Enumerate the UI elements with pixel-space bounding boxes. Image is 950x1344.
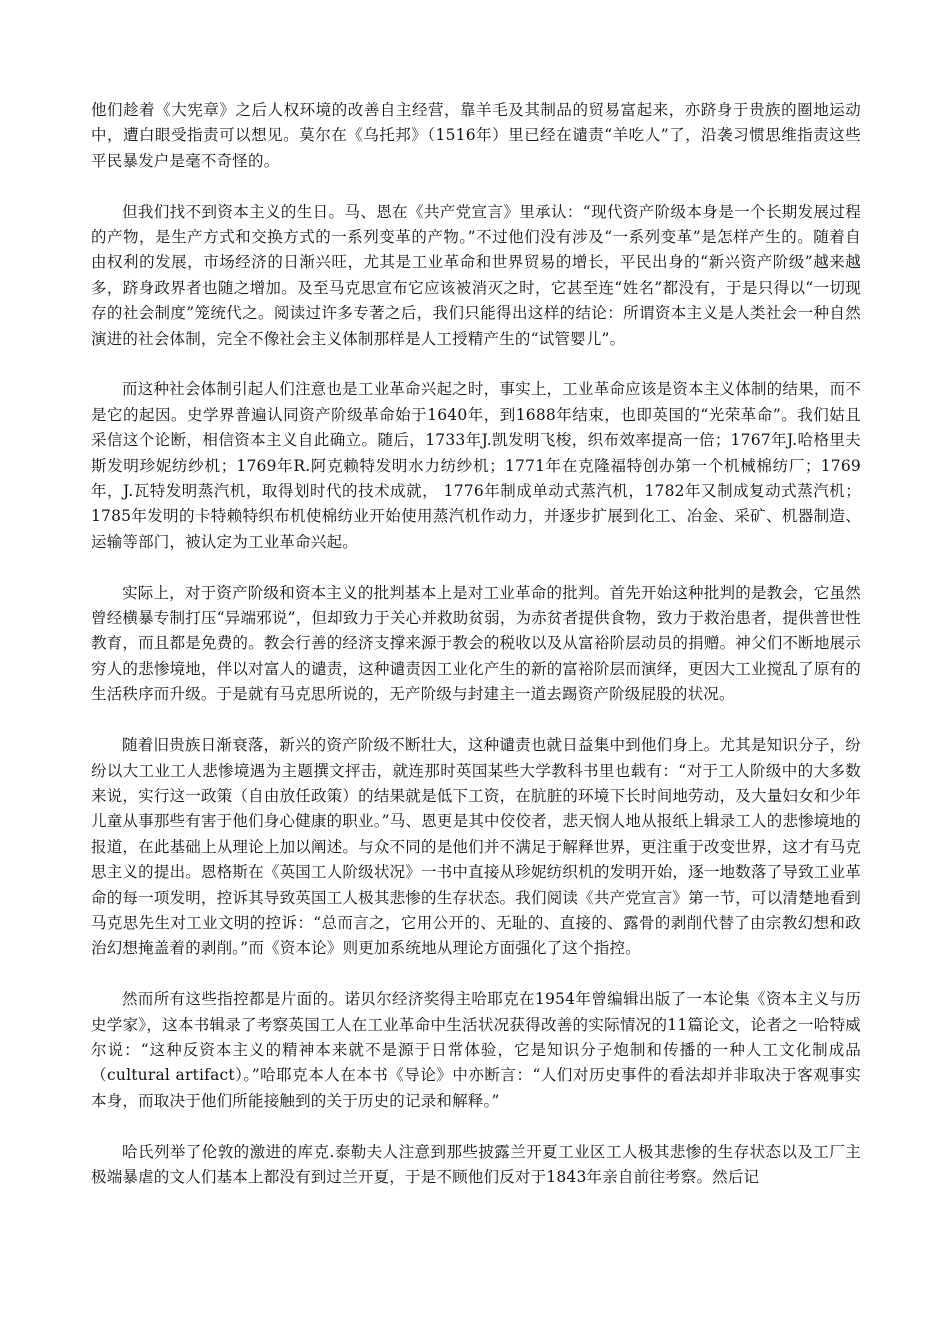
paragraph-2: 但我们找不到资本主义的生日。马、恩在《共产党宣言》里承认：“现代资产阶级本身是一个长期发展过程的产物，是生产方式和交换方式的一系列变革的产物。”不过他们没有涉及“一系列变革”是怎样产生的。随着自由权利的发展，市场经济的日渐兴旺，尤其是工业革命和世界贸易的增长，平民出身的“新兴资产阶级”越来越多，跻身政界者也随之增加。及至马克思宣布它应该被消灭之时，它甚至连“姓名”都没有，于是只得以“一切现存的社会制度”笼统代之。阅读过许多专著之后，我们只能得出这样的结论：所谓资本主义是人类社会一种自然演进的社会体制，完全不像社会主义体制那样是人工授精产生的“试管婴儿”。 bbox=[91, 202, 861, 348]
paragraph-6: 然而所有这些指控都是片面的。诺贝尔经济奖得主哈耶克在1954年曾编辑出版了一本论集《资本主义与历史学家》，这本书辑录了考察英国工人在工业革命中生活状况获得改善的实际情况的11篇论文，论者之一哈特威尔说：“这种反资本主义的精神本来就不是源于日常体验，它是知识分子炮制和传播的一种人工文化制成品（cultural artifact）。”哈耶克本人在本书《导论》中亦断言：“人们对历史事件的看法却并非取决于客观事实本身，而取决于他们所能接触到的关于历史的记录和解释。” bbox=[91, 990, 861, 1110]
paragraph-3: 而这种社会体制引起人们注意也是工业革命兴起之时，事实上，工业革命应该是资本主义体制的结果，而不是它的起因。史学界普遍认同资产阶级革命始于1640年，到1688年结束，也即英国的“光荣革命”。我们姑且采信这个论断，相信资本主义自此确立。随后，1733年J.凯发明飞梭，织布效率提高一倍；1767年J.哈格里夫斯发明珍妮纺纱机；1769年R.阿克赖特发明水力纺纱机；1771年在克隆福特创办第一个机械棉纺厂；1769年，J.瓦特发明蒸汽机，取得划时代的技术成就， 1776年制成单动式蒸汽机，1782年又制成复动式蒸汽机；1785年发明的卡特赖特织布机使棉纺业开始使用蒸汽机作动力，并逐步扩展到化工、冶金、采矿、机器制造、运输等部门，被认定为工业革命兴起。 bbox=[91, 380, 861, 551]
paragraph-7: 哈氏列举了伦敦的激进的库克.泰勒夫人注意到那些披露兰开夏工业区工人极其悲惨的生存状态以及工厂主极端暴虐的文人们基本上都没有到过兰开夏，于是不顾他们反对于1843年亲自前往考察。然后记 bbox=[91, 1142, 861, 1186]
paragraph-5: 随着旧贵族日渐衰落，新兴的资产阶级不断壮大，这种谴责也就日益集中到他们身上。尤其是知识分子，纷纷以大工业工人悲惨境遇为主题撰文抨击，就连那时英国某些大学教科书里也载有：“对于工人阶级中的大多数来说，实行这一政策（自由放任政策）的结果就是低下工资，在肮脏的环境下长时间地劳动，及大量妇女和少年儿童从事那些有害于他们身心健康的职业。”马、恩更是其中佼佼者，悲天悯人地从报纸上辑录工人的悲惨境地的报道，在此基础上从理论上加以阐述。与众不同的是他们并不满足于解释世界，更注重于改变世界，这才有马克思主义的提出。恩格斯在《英国工人阶级状况》一书中直接从珍妮纺织机的发明开始，逐一地数落了导致工业革命的每一项发明，控诉其导致英国工人极其悲惨的生存状态。我们阅读《共产党宣言》第一节，可以清楚地看到马克思先生对工业文明的控诉：“总而言之，它用公开的、无耻的、直接的、露骨的剥削代替了由宗教幻想和政治幻想掩盖着的剥削。”而《资本论》则更加系统地从理论方面强化了这个指控。 bbox=[91, 736, 861, 958]
paragraph-1: 他们趁着《大宪章》之后人权环境的改善自主经营，靠羊毛及其制品的贸易富起来，亦跻身于贵族的圈地运动中，遭白眼受指责可以想见。莫尔在《乌托邦》（1516年）里已经在谴责“羊吃人”了，沿袭习惯思维指责这些平民暴发户是毫不奇怪的。 bbox=[91, 101, 861, 170]
paragraph-4: 实际上，对于资产阶级和资本主义的批判基本上是对工业革命的批判。首先开始这种批判的是教会，它虽然曾经横暴专制打压“异端邪说”，但却致力于关心并救助贫弱，为赤贫者提供食物，致力于救治患者，提供普世性教育，而且都是免费的。教会行善的经济支撑来源于教会的税收以及从富裕阶层动员的捐赠。神父们不断地展示穷人的悲惨境地，伴以对富人的谴责，这种谴责因工业化产生的新的富裕阶层而演绎，更因大工业搅乱了原有的生活秩序而升级。于是就有马克思所说的，无产阶级与封建主一道去踢资产阶级屁股的状况。 bbox=[91, 583, 861, 704]
document-body bbox=[91, 98, 861, 1190]
